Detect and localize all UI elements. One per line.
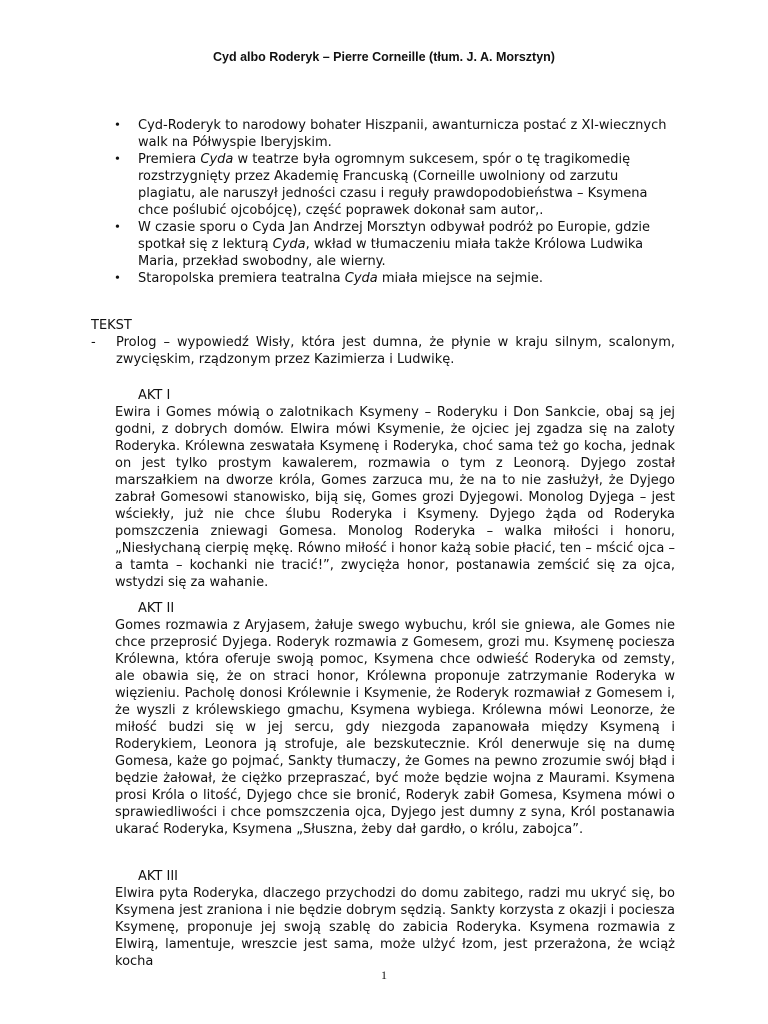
act-heading: AKT I	[138, 388, 171, 403]
intro-bullet-list	[115, 117, 675, 287]
bullet-text-post: , wkład w tłumaczeniu miała także Królowa Ludwika Maria, przekład swobodny, ale wierny.	[138, 237, 644, 269]
act-1-section	[115, 387, 675, 591]
act-heading: AKT II	[138, 601, 175, 616]
prolog-paragraph	[91, 334, 675, 368]
act-3-section	[115, 868, 675, 970]
bullet-text-pre: W czasie sporu o Cyda Jan Andrzej Morsztyn odbywał podróż po Europie, gdzie spotkał się z lekturą	[138, 220, 650, 252]
act-2-section	[115, 600, 675, 838]
act-heading: AKT III	[138, 869, 178, 884]
bullet-text-pre: Premiera	[138, 152, 201, 167]
document-title: Cyd albo Roderyk – Pierre Corneille (tłum. J. A. Morsztyn)	[213, 50, 555, 64]
bullet-text-post: miała miejsce na sejmie.	[377, 271, 543, 286]
bullet-text-italic: Cyda	[344, 271, 378, 286]
prolog-dash: -	[91, 335, 96, 350]
bullet-text-post: w teatrze była ogromnym sukcesem, spór o tę tragikomedię rozstrzygnięty przez Akademię Francuską (Corneille uwolniony od zarzutu plagiatu, ale naruszył jedności czasu i reguły prawdopodobieństwa – Ksymena chce poślubić ojcobójcę), część poprawek dokonał sam autor,.	[138, 152, 648, 218]
bullet-item	[115, 270, 675, 287]
bullet-item	[115, 219, 675, 270]
prolog-text: Prolog – wypowiedź Wisły, która jest dumna, że płynie w kraju silnym, scalonym, zwycięskim, rządzonym przez Kazimierza i Ludwikę.	[116, 335, 675, 367]
bullet-item	[115, 117, 675, 151]
bullet-text-pre: Staropolska premiera teatralna	[138, 271, 345, 286]
act-text: Gomes rozmawia z Aryjasem, żałuje swego wybuchu, król sie gniewa, ale Gomes nie chce przeprosić Dyjega. Roderyk rozmawia z Gomesem, grozi mu. Ksymenę pociesza Królewna, która oferuje swoją pomoc, Ksymena chce odwieść Roderyka od zemsty, ale obawia się, że on straci honor, Królewna proponuje zatrzymanie Roderyka w więzieniu. Pacholę donosi Królewnie i Ksymenie, że Roderyk rozmawiał z Gomesem i, że wyszli z królewskiego gmachu, Ksymena wybiega. Królewna mówi Leonorze, że miłość budzi się w jej sercu, gdy niezgoda zapanowała między Ksymeną i Roderykiem, Leonora ją strofuje, ale bezskutecznie. Król denerwuje się na dumę Gomesa, każe go pojmać, Sankty tłumaczy, że Gomes na pewno zrozumie swój błąd i będzie żałował, że ciężko przepraszać, być może będzie wojna z Maurami. Ksymena prosi Króla o litość, Dyjego chce sie bronić, Roderyk zabił Gomesa, Ksymena mówi o sprawiedliwości i chce pomszczenia ojca, Dyjego jest dumny z syna, Król postanawia ukarać Roderyka, Ksymena „Słuszna, żeby dał gardło, o królu, zabojca”.	[115, 618, 675, 837]
act-text: Ewira i Gomes mówią o zalotnikach Ksymeny – Roderyku i Don Sankcie, obaj są jej godni, z dobrych domów. Elwira mówi Ksymenie, że ojciec jej zgadza się na zaloty Roderyka. Królewna zeswatała Ksymenę i Roderyka, choć sama też go kocha, jednak on jest tylko prostym kawalerem, rozmawia o tym z Leonorą. Dyjego został marszałkiem na dworze króla, Gomes zarzuca mu, że na to nie zasłużył, że Dyjego zabrał Gomesowi stanowisko, biją się, Gomes grozi Dyjegowi. Monolog Dyjega – jest wściekły, już nie chce ślubu Roderyka i Ksymeny. Dyjego żąda od Roderyka pomszczenia zniewagi Gomesa. Monolog Roderyka – walka miłości i honoru, „Niesłychaną cierpię mękę. Równo miłość i honor każą sobie płacić, ten – mścić ojca – a tamta – kochanki nie tracić!”, zwycięża honor, postanawia zemścić się za ojca, wstydzi się za wahanie.	[115, 405, 675, 590]
bullet-text: Cyd-Roderyk to narodowy bohater Hiszpanii, awanturnicza postać z XI-wiecznych walk na Półwyspie Iberyjskim.	[138, 118, 667, 150]
page-number: 1	[381, 968, 387, 982]
tekst-heading: TEKST	[91, 318, 132, 333]
bullet-item	[115, 151, 675, 219]
act-text: Elwira pyta Roderyka, dlaczego przychodzi do domu zabitego, radzi mu ukryć się, bo Ksymena jest zraniona i nie będzie dobrym sędzią. Sankty korzysta z okazji i pociesza Ksymenę, proponuje jej swoją szablę do zabicia Roderyka. Ksymena rozmawia z Elwirą, lamentuje, wreszcie jest sama, może ulżyć łzom, jest przerażona, że wciąż kocha	[115, 886, 675, 969]
bullet-text-italic: Cyda	[200, 152, 234, 167]
bullet-text-italic: Cyda	[272, 237, 306, 252]
